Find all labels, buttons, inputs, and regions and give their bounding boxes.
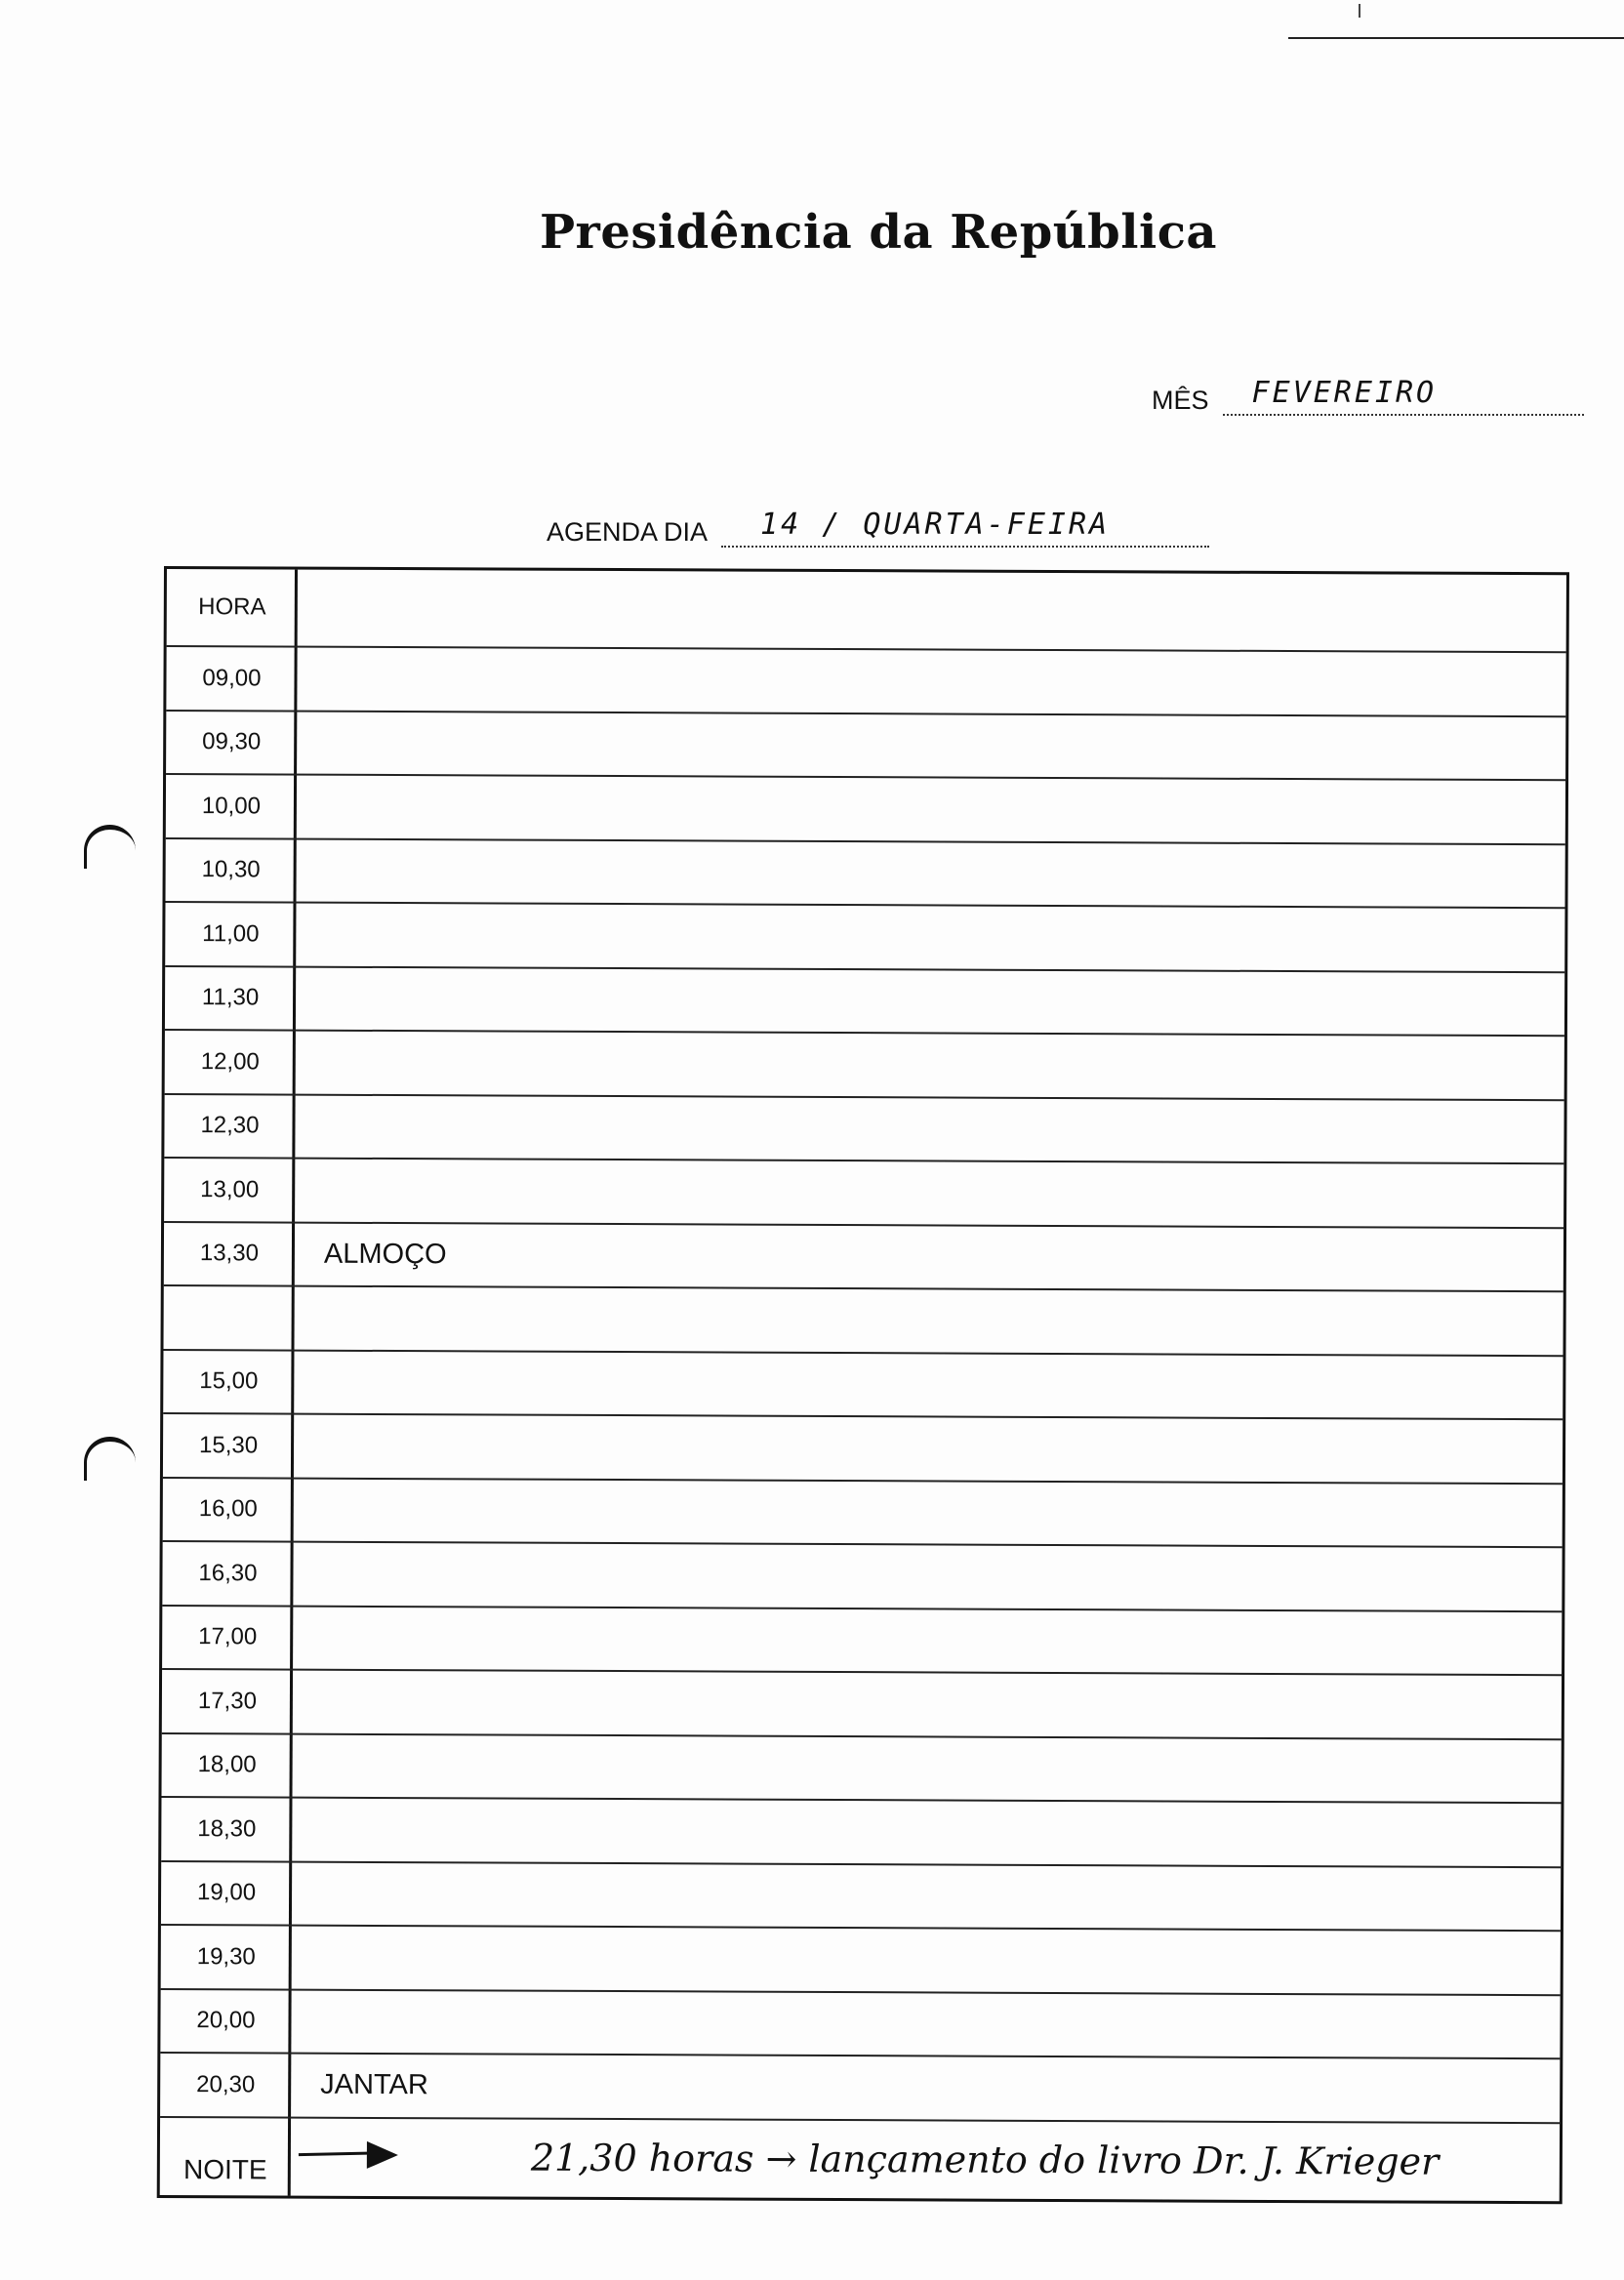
time-cell: 13,00 bbox=[200, 1175, 260, 1203]
time-cell: 11,00 bbox=[202, 919, 260, 948]
agenda-day-value: 14 / QUARTA-FEIRA bbox=[721, 508, 1209, 548]
time-cell: 09,30 bbox=[202, 728, 262, 755]
table-row bbox=[165, 1031, 1564, 1101]
entry-cell: JANTAR bbox=[320, 2068, 428, 2101]
time-cell: 16,30 bbox=[198, 1559, 258, 1587]
noite-row bbox=[160, 2117, 1560, 2201]
table-row bbox=[165, 903, 1564, 973]
table-row bbox=[166, 712, 1565, 782]
time-cell: 20,00 bbox=[196, 2007, 256, 2034]
table-row bbox=[161, 1798, 1561, 1868]
binder-hole-mark bbox=[84, 825, 136, 869]
arrow-icon bbox=[297, 2138, 404, 2177]
time-cell: 18,30 bbox=[197, 1814, 257, 1843]
schedule-table bbox=[157, 566, 1569, 2204]
time-cell: 10,00 bbox=[201, 792, 262, 820]
table-row bbox=[163, 1351, 1563, 1421]
time-cell: 09,00 bbox=[202, 664, 262, 692]
table-row bbox=[160, 1989, 1560, 2059]
month-value: FEVEREIRO bbox=[1223, 376, 1584, 416]
table-row bbox=[163, 1414, 1563, 1485]
time-cell: 17,00 bbox=[198, 1623, 258, 1650]
table-row bbox=[165, 839, 1564, 910]
binder-hole-mark bbox=[84, 1437, 136, 1481]
month-field bbox=[1152, 376, 1584, 416]
time-cell: 13,30 bbox=[199, 1240, 260, 1267]
time-cell: 10,30 bbox=[201, 856, 261, 883]
time-cell: 17,30 bbox=[197, 1687, 258, 1715]
table-row bbox=[164, 1159, 1563, 1229]
table-row bbox=[161, 1926, 1561, 1996]
table-header-row bbox=[167, 569, 1566, 653]
hora-header: HORA bbox=[198, 593, 266, 621]
table-row bbox=[162, 1542, 1562, 1612]
month-label: MÊS bbox=[1152, 386, 1209, 415]
table-row bbox=[163, 1479, 1563, 1549]
entry-cell: ALMOÇO bbox=[323, 1238, 447, 1271]
table-row bbox=[162, 1670, 1562, 1740]
page-title: Presidência da República bbox=[539, 205, 1218, 260]
table-row bbox=[165, 967, 1564, 1038]
table-row bbox=[164, 1223, 1563, 1293]
table-row bbox=[164, 1095, 1563, 1165]
table-row bbox=[162, 1607, 1562, 1677]
noite-note-text: 21,30 horas → lançamento do livro Dr. J. Krieger bbox=[530, 2136, 1440, 2183]
agenda-day-field bbox=[547, 508, 1209, 548]
table-row bbox=[163, 1286, 1563, 1357]
table-row bbox=[161, 1734, 1561, 1805]
table-row bbox=[166, 775, 1565, 845]
time-cell: 19,30 bbox=[196, 1942, 256, 1971]
noite-handwritten-note bbox=[297, 2118, 1440, 2201]
table-row bbox=[161, 1862, 1561, 1933]
time-cell: 16,00 bbox=[198, 1495, 258, 1523]
corner-line bbox=[1288, 37, 1624, 39]
noite-label: NOITE bbox=[183, 2154, 267, 2185]
time-cell: 12,30 bbox=[200, 1112, 260, 1139]
time-cell: 12,00 bbox=[200, 1047, 260, 1076]
time-cell: 18,00 bbox=[197, 1751, 257, 1778]
time-cell bbox=[164, 1286, 295, 1349]
corner-tick bbox=[1359, 4, 1360, 18]
table-row bbox=[166, 647, 1565, 717]
agenda-day-label: AGENDA DIA bbox=[547, 517, 709, 547]
time-cell: 15,30 bbox=[198, 1431, 259, 1459]
time-cell: 11,30 bbox=[201, 984, 260, 1011]
table-row bbox=[160, 2054, 1560, 2124]
time-cell: 19,00 bbox=[196, 1879, 257, 1906]
time-cell: 15,00 bbox=[199, 1367, 259, 1395]
time-cell: 20,30 bbox=[196, 2070, 256, 2098]
